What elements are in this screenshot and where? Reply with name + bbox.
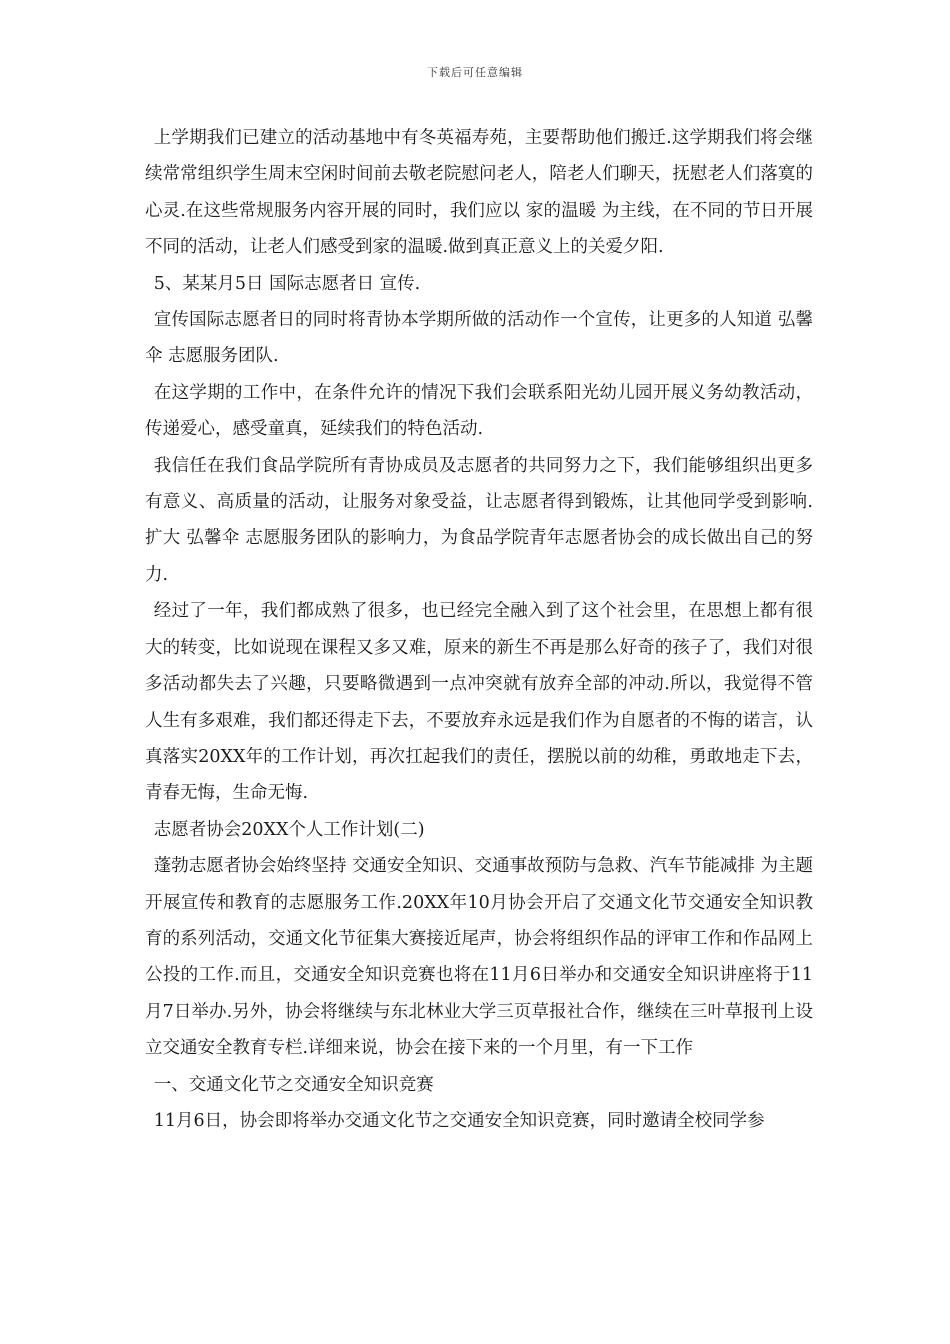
section-heading: 一、交通文化节之交通安全知识竞赛 [153,1074,434,1095]
document-body [145,120,813,1139]
paragraph: 蓬勃志愿者协会始终坚持 交通安全知识、交通事故预防与急救、汽车节能减排 为主题开展宣传和教育的志愿服务工作.20XX年10月协会开启了交通文化节交通安全知识教育的系列活动，交通文化节征集大赛接近尾声，协会将组织作品的评审工作和作品网上公投的工作.而且，交通安全知识竞赛也将在11月6日举办和交通安全知识讲座将于11月7日举办.另外，协会将继续与东北林业大学三页草报社合作，继续在三叶草报刊上设立交通安全教育专栏.详细来说，协会在接下来的一个月里，有一下工作 [145,856,813,1059]
section-heading: 志愿者协会20XX个人工作计划(二) [153,819,425,840]
paragraph: 5、某某月5日 国际志愿者日 宣传. [153,273,421,294]
paragraph: 在这学期的工作中，在条件允许的情况下我们会联系阳光幼儿园开展义务幼教活动，传递爱心，感受童真，延续我们的特色活动. [145,382,813,440]
paragraph: 经过了一年，我们都成熟了很多，也已经完全融入到了这个社会里，在思想上都有很大的转变，比如说现在课程又多又难，原来的新生不再是那么好奇的孩子了，我们对很多活动都失去了兴趣，只要略微遇到一点冲突就有放弃全部的冲动.所以，我觉得不管人生有多艰难，我们都还得走下去，不要放弃永远是我们作为自愿者的不悔的诺言，认真落实20XX年的工作计划，再次扛起我们的责任，摆脱以前的幼稚，勇敢地走下去，青春无悔，生命无悔. [145,601,813,804]
paragraph: 宣传国际志愿者日的同时将青协本学期所做的活动作一个宣传，让更多的人知道 弘馨伞 志愿服务团队. [145,310,813,367]
paragraph: 我信任在我们食品学院所有青协成员及志愿者的共同努力之下，我们能够组织出更多有意义、高质量的活动，让服务对象受益，让志愿者得到锻炼，让其他同学受到影响.扩大 弘馨伞 志愿服务团队的影响力，为食品学院青年志愿者协会的成长做出自己的努力. [145,455,813,585]
paragraph: 上学期我们已建立的活动基地中有冬英福寿苑，主要帮助他们搬迁.这学期我们将会继续常常组织学生周末空闲时间前去敬老院慰问老人，陪老人们聊天，抚慰老人们落寞的心灵.在这些常规服务内容开展的同时，我们应以 家的温暖 为主线，在不同的节日开展不同的活动，让老人们感受到家的温暖.做到真正意义上的关爱夕阳. [145,128,813,258]
page-header: 下载后可任意编辑 [427,66,523,79]
paragraph: 11月6日，协会即将举办交通文化节之交通安全知识竞赛，同时邀请全校同学参 [153,1110,765,1131]
